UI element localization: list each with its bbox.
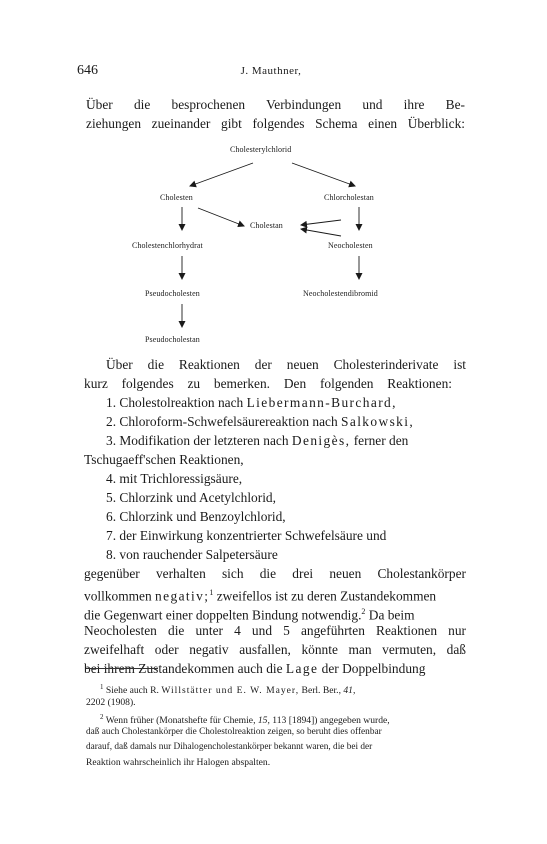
list-item [84, 412, 466, 431]
footnote-volume: 15, [257, 715, 270, 727]
intro-line: Über die besprochenen Verbindungen und ihre Be- [86, 97, 465, 112]
intro-line: ziehungen zueinander gibt folgendes Schema einen Überblick: [86, 116, 465, 131]
list-item-text: ferner den [350, 433, 409, 448]
text-line [84, 583, 466, 602]
text-line: kurz folgendes zu bemerken. Den folgenden Reaktionen: [84, 376, 452, 391]
arrow-root-left [190, 163, 253, 186]
author-name: Denigès, [291, 433, 351, 448]
running-head: J. Mauthner, [240, 65, 302, 77]
footnote-volume: 41, [343, 685, 356, 697]
list-item: 6. Chlorzink und Benzoylchlorid, [106, 509, 286, 524]
node-center: Cholestan [250, 221, 283, 230]
emphasis-negativ: negativ; [155, 588, 210, 604]
node-root: Cholesterylchlorid [230, 145, 292, 154]
footnote-2-cont: daß auch Cholestankörper die Cholestolreaktion zeigen, so beruht dies offenbar [86, 727, 382, 737]
text-run: vollkommen [84, 588, 156, 604]
footnote-authors: Willstätter und E. W. Mayer, [161, 685, 300, 697]
node-left-4: Pseudocholestan [145, 335, 200, 344]
list-item-text: 2. Chloroform-Schwefelsäurereaktion nach [106, 414, 341, 429]
text-line: Über die Reaktionen der neuen Cholesterinderivate ist [106, 357, 466, 372]
list-item: 8. von rauchender Salpetersäure [106, 547, 278, 562]
node-right: Chlorcholestan [324, 193, 374, 202]
text-line [84, 602, 466, 621]
author-name: Salkowski, [341, 414, 415, 429]
footnote-number: 2 [100, 713, 104, 721]
footnote-text: Berl. Ber., [299, 685, 344, 697]
footnote-number: 1 [100, 683, 104, 691]
footnote-rule [86, 668, 158, 669]
scheme-arrows [0, 0, 547, 360]
text-run: die Gegenwart einer doppelten Bindung notwendig. [84, 607, 362, 623]
footnote-ref-2: 2 [361, 607, 366, 616]
node-right-3: Neocholestendibromid [303, 289, 378, 298]
list-item-text: 1. Cholestolreaktion nach [106, 395, 247, 410]
text-run: bei ihrem Zustandekommen auch die [84, 661, 286, 676]
list-item-text: 3. Modifikation der letzteren nach [106, 433, 292, 448]
footnote-text: Siehe auch R. [103, 685, 162, 697]
node-left: Cholesten [160, 193, 193, 202]
footnote-text: 113 [1894]) angegeben wurde, [269, 715, 390, 727]
author-name: Liebermann-Burchard, [246, 395, 397, 410]
text-run: der Doppelbindung [318, 661, 426, 676]
list-item: 4. mit Trichloressigsäure, [106, 471, 243, 486]
node-left-2: Cholestenchlorhydrat [132, 241, 203, 250]
text-line: Neocholesten die unter 4 und 5 angeführten Reaktionen nur [84, 623, 466, 638]
reaction-scheme [0, 0, 547, 360]
arrow-root-right [292, 163, 355, 186]
list-item: 5. Chlorzink und Acetylchlorid, [106, 490, 276, 505]
arrow-cholesten-to-cholestan [198, 208, 244, 226]
text-run: zweifellos ist zu deren Zustandekommen [213, 588, 437, 604]
footnotes [86, 680, 464, 780]
node-left-3: Pseudocholesten [145, 289, 200, 298]
footnote-2-cont: darauf, daß damals nur Dihalogencholestankörper bekannt waren, die bei der [86, 742, 373, 752]
footnote-1 [86, 680, 464, 695]
list-item-continuation: Tschugaeff'schen Reaktionen, [84, 452, 244, 467]
text-line: zweifelhaft oder negativ ausfallen, könnte man vermuten, daß [84, 642, 466, 657]
footnote-1-cont: 2202 (1908). [86, 697, 136, 708]
emphasis-lage: Lage [285, 661, 319, 676]
node-right-2: Neocholesten [328, 241, 373, 250]
arrow-chlorcholestan-to-cholestan [301, 220, 341, 225]
list-item [84, 393, 466, 412]
page-number: 646 [77, 63, 98, 78]
text-run: Da beim [365, 607, 415, 623]
arrow-neocholesten-to-cholestan [301, 229, 341, 236]
footnote-text: Wenn früher (Monatshefte für Chemie, [103, 715, 258, 727]
list-item: 7. der Einwirkung konzentrierter Schwefelsäure und [106, 528, 387, 543]
text-line: gegenüber verhalten sich die drei neuen Cholestankörper [84, 566, 466, 581]
footnote-2 [86, 710, 464, 725]
list-item [84, 431, 466, 450]
body-text [84, 355, 466, 695]
footnote-ref-1: 1 [209, 588, 214, 597]
footnote-2-cont: Reaktion wahrscheinlich ihr Halogen abspalten. [86, 757, 271, 768]
